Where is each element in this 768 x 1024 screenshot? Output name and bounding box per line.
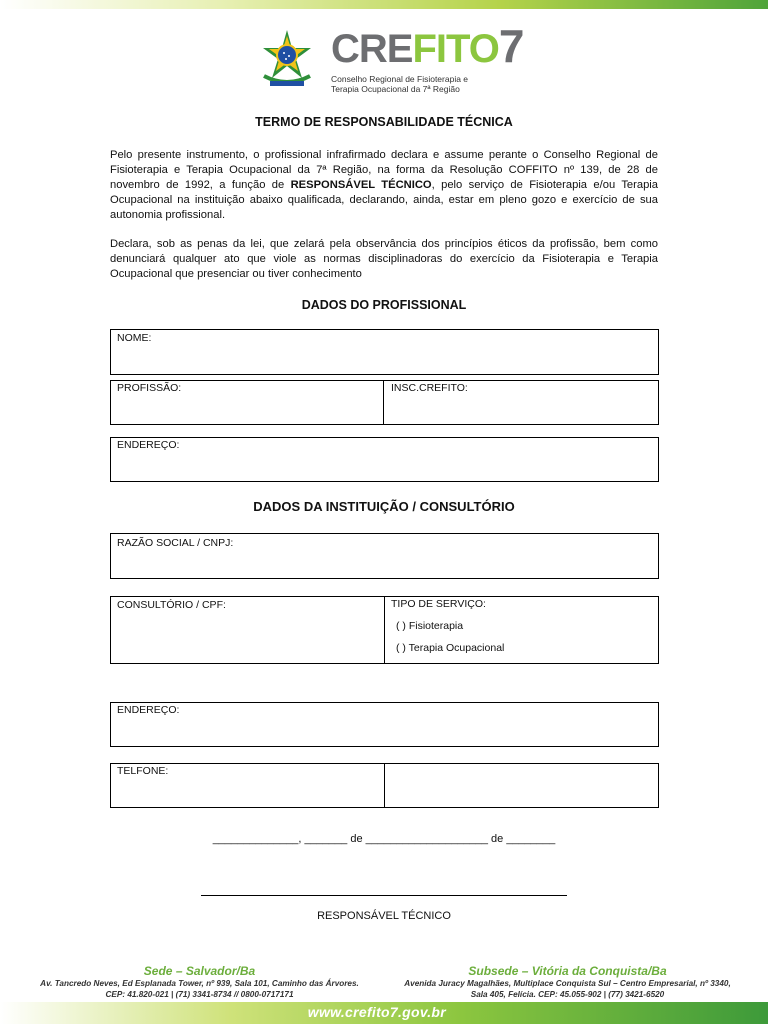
document-title: TERMO DE RESPONSABILIDADE TÉCNICA (255, 115, 513, 129)
date-line: ______________, _______ de ____________________ de ________ (212, 833, 556, 845)
footer-sede (22, 964, 377, 1000)
profissao-label: PROFISSÃO: (117, 382, 182, 394)
footer-subsede (385, 964, 750, 1000)
tipo-servico-label: TIPO DE SERVIÇO: (391, 598, 486, 610)
endereco-instituicao-label: ENDEREÇO: (117, 704, 180, 716)
profissao-insc-row (110, 380, 659, 425)
endereco-profissional-field[interactable] (110, 437, 659, 482)
subsede-address: Avenida Juracy Magalhães, Multiplace Conquista Sul – Centro Empresarial, nº 3340, (404, 979, 731, 988)
field-divider (383, 381, 384, 424)
crefito-logo (331, 20, 524, 94)
endereco-profissional-label: ENDEREÇO: (117, 439, 180, 451)
insc-crefito-label: INSC.CREFITO: (391, 382, 468, 394)
field-divider (384, 764, 385, 807)
sede-contact: CEP: 41.820-021 | (71) 3341-8734 // 0800-0717171 (105, 990, 294, 999)
brand-part-cre: CRE (331, 27, 413, 71)
option-terapia-ocupacional[interactable]: ( ) Terapia Ocupacional (396, 642, 505, 654)
paragraph-1-text-a: Pelo presente instrumento, o profissional infrafirmado declara e assume perante o Conselho Regional de Fisioterapia e Terapia Ocupacional da 7ª Região, na forma da Resolução COFFITO nº 139, de 28 de novembro de 1992, a função de (110, 149, 658, 191)
telefone-label: TELFONE: (117, 765, 169, 777)
nome-field[interactable] (110, 329, 659, 375)
signature-line[interactable] (201, 886, 567, 896)
website-link[interactable]: www.crefito7.gov.br (307, 1004, 446, 1020)
field-divider (384, 597, 385, 663)
telefone-row (110, 763, 659, 808)
consultorio-tipo-row (110, 596, 659, 664)
paragraph-1-text-b: , pelo serviço de Fisioterapia e/ou Terapia Ocupacional na instituição abaixo qualificada, declarando, ainda, estar em pleno gozo e exercício de sua autonomia profissional. (110, 179, 659, 221)
razao-social-label: RAZÃO SOCIAL / CNPJ: (117, 537, 234, 549)
section-title-instituicao: DADOS DA INSTITUIÇÃO / CONSULTÓRIO (253, 499, 515, 514)
top-decorative-bar (0, 0, 768, 9)
brand-subtitle-1: Conselho Regional de Fisioterapia e (331, 74, 469, 84)
sede-address: Av. Tancredo Neves, Ed Esplanada Tower, nº 939, Sala 101, Caminho das Árvores. (40, 979, 359, 988)
section-title-profissional: DADOS DO PROFISSIONAL (301, 298, 467, 312)
paragraph-1 (110, 148, 658, 223)
razao-social-field[interactable] (110, 533, 659, 579)
subsede-contact: Sala 405, Felícia. CEP: 45.055-902 | (77) 3421-6520 (470, 990, 665, 999)
sede-title: Sede – Salvador/Ba (143, 964, 256, 978)
brand-part-fito: FITO (412, 27, 499, 71)
nome-label: NOME: (117, 332, 152, 344)
endereco-instituicao-field[interactable] (110, 702, 659, 747)
signature-label: RESPONSÁVEL TÉCNICO (317, 910, 451, 922)
paragraph-1-bold: RESPONSÁVEL TÉCNICO (290, 179, 432, 191)
brand-name (331, 20, 524, 72)
consultorio-label: CONSULTÓRIO / CPF: (117, 599, 226, 611)
brand-subtitle-2: Terapia Ocupacional da 7ª Região (331, 84, 460, 94)
brand-number: 7 (498, 20, 524, 72)
subsede-title: Subsede – Vitória da Conquista/Ba (468, 964, 667, 978)
paragraph-2: Declara, sob as penas da lei, que zelará pela observância dos princípios éticos da profissão, bem como denunciará qualquer ato que viole as normas disciplinadoras do exercício da Fisioterapia e Terapia Ocupacional que presenciar ou tiver conhecimento (110, 238, 658, 280)
option-fisioterapia[interactable]: ( ) Fisioterapia (396, 620, 464, 632)
coat-of-arms-icon (256, 28, 318, 90)
